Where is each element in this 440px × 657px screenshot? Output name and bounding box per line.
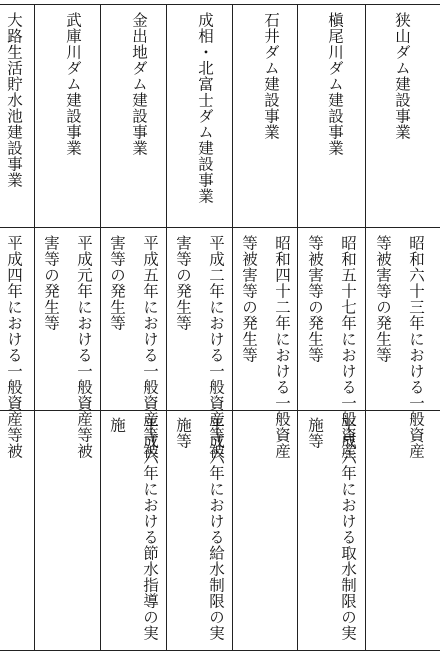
project-name: 金出地ダム建設事業 [130,12,148,156]
damage-description: 昭和五十七年における一般資産 等被害等の発生等 [306,235,357,459]
project-name: 成相・北富士ダム建設事業 [196,12,214,204]
project-name: 石井ダム建設事業 [262,12,280,140]
damage-description: 昭和四十二年における一般資産 等被害等の発生等 [240,235,291,459]
measure-description: 平成六年における給水制限の実 施等 [174,417,225,641]
damage-description: 平成四年における一般資産等被 [5,235,23,459]
damage-description: 平成五年における一般資産等被 害等の発生等 [108,235,159,459]
project-name: 武庫川ダム建設事業 [64,12,82,156]
measure-description: 平成六年における取水制限の実 施等 [306,417,357,641]
damage-description: 平成元年における一般資産等被 害等の発生等 [42,235,93,459]
header-divider-rule [0,227,440,228]
project-name: 大路生活貯水池建設事業 [5,12,23,188]
measure-description: 平成六年における節水指導の実 施 [108,417,159,641]
bottom-rule [0,650,440,651]
damage-description: 平成二年における一般資産等被 害等の発生等 [174,235,225,459]
project-name: 狭山ダム建設事業 [393,12,411,140]
project-name: 槇尾川ダム建設事業 [326,12,344,156]
damage-description: 昭和六十三年における一般資産 等被害等の発生等 [374,235,425,459]
top-rule [0,4,440,5]
